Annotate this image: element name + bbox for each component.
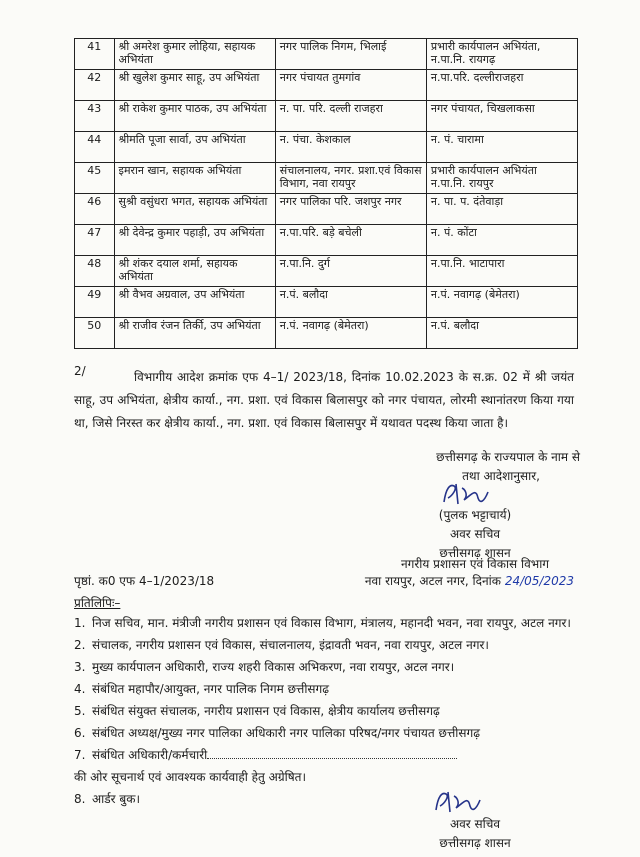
table-row (75, 70, 578, 101)
handwritten-signature-icon-2 (430, 788, 490, 818)
new-posting: न. पा. प. दंतेवाड़ा (426, 194, 577, 225)
list-item (74, 744, 584, 766)
table-row (75, 318, 578, 349)
list-item-number: 5. (74, 704, 86, 718)
reference-place-date: नवा रायपुर, अटल नगर, दिनांक 24/05/2023 (364, 574, 574, 588)
reference-date: 24/05/2023 (504, 574, 574, 588)
list-item (74, 656, 584, 678)
row-number: 49 (75, 287, 115, 318)
current-posting: नगर पालिक निगम, भिलाई (275, 39, 426, 70)
list-item-text: की ओर सूचनार्थ एवं आवश्यक कार्यवाही हेतु अग्रेषित। (74, 770, 307, 784)
list-item-text: संबंधित महापौर/आयुक्त, नगर पालिक निगम छत्तीसगढ़ (92, 682, 330, 696)
table-row (75, 287, 578, 318)
employee-name: श्री राजीव रंजन तिर्की, उप अभियंता (114, 318, 275, 349)
new-posting: न.पा.नि. भाटापारा (426, 256, 577, 287)
list-item-text: मुख्य कार्यपालन अधिकारी, राज्य शहरी विकास अभिकरण, नवा रायपुर, अटल नगर। (92, 660, 455, 674)
list-item (74, 766, 584, 788)
table-row (75, 132, 578, 163)
row-number: 41 (75, 39, 115, 70)
new-posting: प्रभारी कार्यपालन अभियंता, न.पा.नि. रायगढ़ (426, 39, 577, 70)
signatory-dept: नगरीय प्रशासन एवं विकास विभाग (400, 557, 550, 571)
signatory-name: (पुलक भट्टाचार्य) (438, 508, 512, 522)
new-posting: प्रभारी कार्यपालन अभियंता न.पा.नि. रायपुर (426, 163, 577, 194)
employee-name: श्री देवेन्द्र कुमार पहाड़ी, उप अभियंता (114, 225, 275, 256)
table-row (75, 194, 578, 225)
list-item (74, 700, 584, 722)
row-number: 48 (75, 256, 115, 287)
current-posting: नगर पालिका परि. जशपुर नगर (275, 194, 426, 225)
list-item (74, 722, 584, 744)
list-item-number: 8. (74, 792, 86, 806)
blank-fill-line (207, 746, 457, 759)
table-row (75, 163, 578, 194)
authority-line: छत्तीसगढ़ के राज्यपाल के नाम से (436, 450, 580, 464)
transfer-table (74, 38, 578, 349)
list-item-number: 4. (74, 682, 86, 696)
current-posting: न. पंचा. केशकाल (275, 132, 426, 163)
current-posting: न.पं. नवागढ़ (बेमेतरा) (275, 318, 426, 349)
row-number: 45 (75, 163, 115, 194)
reference-line (74, 572, 574, 589)
list-item (74, 788, 584, 810)
reference-number: पृष्ठां. क0 एफ 4–1/2023/18 (74, 574, 215, 588)
employee-name: श्रीमति पूजा सार्वा, उप अभियंता (114, 132, 275, 163)
signatory-designation: अवर सचिव (449, 527, 501, 541)
list-item (74, 678, 584, 700)
signatory-2-designation: अवर सचिव (449, 817, 501, 831)
copies-list (74, 612, 584, 810)
employee-name: सुश्री वसुंधरा भगत, सहायक अभियंता (114, 194, 275, 225)
list-item-number: 2. (74, 638, 86, 652)
current-posting: न.पं. बलौदा (275, 287, 426, 318)
copies-heading: प्रतिलिपिः– (74, 596, 121, 610)
table-row (75, 101, 578, 132)
row-number: 44 (75, 132, 115, 163)
signature-block-2 (400, 815, 550, 853)
table-row (75, 39, 578, 70)
list-item-text: संचालक, नगरीय प्रशासन एवं विकास, संचालनालय, इंद्रावती भवन, नवा रायपुर, अटल नगर। (92, 638, 489, 652)
new-posting: न.पं. नवागढ़ (बेमेतरा) (426, 287, 577, 318)
row-number: 43 (75, 101, 115, 132)
new-posting: न. पं. चारामा (426, 132, 577, 163)
list-item-number: 6. (74, 726, 86, 740)
new-posting: न. पं. कोंटा (426, 225, 577, 256)
list-item-text: संबंधित संयुक्त संचालक, नगरीय प्रशासन एवं विकास, क्षेत्रीय कार्यालय छत्तीसगढ़ (92, 704, 440, 718)
new-posting: न.पा.परि. दल्लीराजहरा (426, 70, 577, 101)
table-row (75, 256, 578, 287)
employee-name: श्री शंकर दयाल शर्मा, सहायक अभियंता (114, 256, 275, 287)
para-number: 2/ (74, 364, 86, 378)
current-posting: नगर पंचायत तुमगांव (275, 70, 426, 101)
current-posting: न.पा.परि. बड़े बचेली (275, 225, 426, 256)
row-number: 42 (75, 70, 115, 101)
row-number: 47 (75, 225, 115, 256)
signatory-govt: छत्तीसगढ़ शासन (439, 546, 511, 560)
list-item (74, 634, 584, 656)
list-item (74, 612, 584, 634)
list-item-number: 3. (74, 660, 86, 674)
list-item-text: संबंधित अधिकारी/कर्मचारी (92, 748, 208, 762)
list-item-text: निज सचिव, मान. मंत्रीजी नगरीय प्रशासन एवं विकास विभाग, मंत्रालय, महानदी भवन, नवा रायपुर, अटल नगर। (92, 616, 571, 630)
list-item-number: 1. (74, 616, 86, 630)
employee-name: श्री अमरेश कुमार लोहिया, सहायक अभियंता (114, 39, 275, 70)
list-item-number: 7. (74, 748, 86, 762)
current-posting: न. पा. परि. दल्ली राजहरा (275, 101, 426, 132)
table-row (75, 225, 578, 256)
signatory-2-govt: छत्तीसगढ़ शासन (439, 836, 511, 850)
current-posting: संचालनालय, नगर. प्रशा.एवं विकास विभाग, नवा रायपुर (275, 163, 426, 194)
new-posting: न.पं. बलौदा (426, 318, 577, 349)
employee-name: श्री राकेश कुमार पाठक, उप अभियंता (114, 101, 275, 132)
employee-name: श्री खुलेश कुमार साहू, उप अभियंता (114, 70, 275, 101)
employee-name: इमरान खान, सहायक अभियंता (114, 163, 275, 194)
order-line: तथा आदेशानुसार, (462, 469, 540, 483)
employee-name: श्री वैभव अग्रवाल, उप अभियंता (114, 287, 275, 318)
row-number: 46 (75, 194, 115, 225)
list-item-text: आर्डर बुक। (92, 792, 141, 806)
list-item-text: संबंधित अध्यक्ष/मुख्य नगर पालिका अधिकारी नगर पालिका परिषद/नगर पंचायत छत्तीसगढ़ (92, 726, 480, 740)
current-posting: न.पा.नि. दुर्ग (275, 256, 426, 287)
para-2-text: विभागीय आदेश क्रमांक एफ 4–1/ 2023/18, दिनांक 10.02.2023 के स.क्र. 02 में श्री जयंत साहू, उप अभियंता, क्षेत्रीय कार्या., नग. प्रशा. एवं विकास बिलासपुर को नगर पंचायत, लोरमी स्थानांतरण किया गया था, जिसे निरस्त कर क्षेत्रीय कार्या., नग. प्रशा. एवं विकास बिलासपुर में यथावत पदस्थ किया जाता है। (74, 370, 574, 430)
row-number: 50 (75, 318, 115, 349)
new-posting: नगर पंचायत, चिखलाकसा (426, 101, 577, 132)
